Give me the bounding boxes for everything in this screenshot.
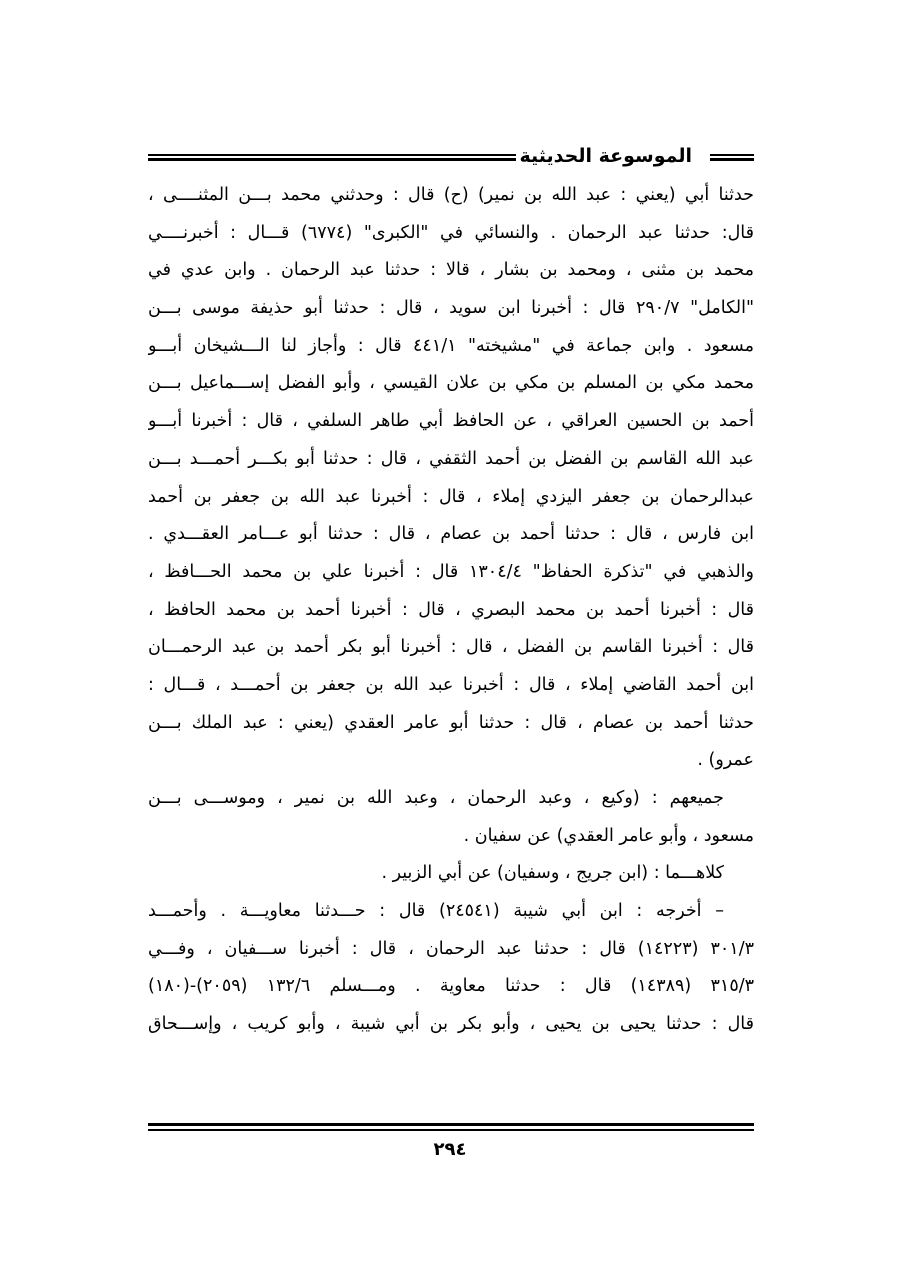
text-line: مسعود . وابن جماعة في "مشيخته" ٤٤١/١ قال : وأجاز لنا الـــشيخان أبـــو: [148, 335, 754, 356]
text-line: ٣٠١/٣ (١٤٢٢٣) قال : حدثنا عبد الرحمان ، قال : أخبرنا ســـفيان ، وفـــي: [148, 938, 754, 959]
text-line: قال : أخبرنا القاسم بن الفضل ، قال : أخبرنا أبو بكر أحمد بن عبد الرحمـــان: [148, 637, 754, 658]
text-line: جميعهم : (وكيع ، وعبد الرحمان ، وعبد الله بن نمير ، وموســـى بـــن: [148, 788, 724, 808]
text-line: قال: حدثنا عبد الرحمان . والنسائي في "الكبرى" (٦٧٧٤) قـــال : أخبرنــــي: [148, 222, 754, 243]
text-line: عمرو) .: [697, 750, 754, 771]
header-rule-right: [710, 154, 754, 161]
text-line: أحمد بن الحسين العراقي ، عن الحافظ أبي طاهر السلفي ، قال : أخبرنا أبـــو: [148, 411, 754, 432]
text-line: "الكامل" ٢٩٠/٧ قال : أخبرنا ابن سويد ، قال : حدثنا أبو حذيفة موسى بـــن: [148, 298, 754, 319]
header-rule-left: [148, 154, 516, 161]
text-line: والذهبي في "تذكرة الحفاظ" ١٣٠٤/٤ قال : أخبرنا علي بن محمد الحـــافظ ،: [148, 561, 754, 582]
text-line: كلاهـــما : (ابن جريج ، وسفيان) عن أبي الزبير .: [381, 863, 724, 884]
text-line: ابن فارس ، قال : حدثنا أحمد بن عصام ، قال : حدثنا أبو عـــامر العقـــدي .: [148, 524, 754, 545]
page-number: ٢٩٤: [433, 1139, 467, 1160]
text-line: عبد الله القاسم بن الفضل بن أحمد الثقفي ، قال : حدثنا أبو بكـــر أحمـــد بـــن: [148, 448, 754, 469]
text-line: محمد بن مثنى ، ومحمد بن بشار ، قالا : حدثنا عبد الرحمان . وابن عدي في: [148, 260, 754, 281]
text-line: حدثنا أبي (يعني : عبد الله بن نمير) (ح) قال : وحدثني محمد بـــن المثنــــى ،: [148, 185, 754, 205]
text-line: حدثنا أحمد بن عصام ، قال : حدثنا أبو عامر العقدي (يعني : عبد الملك بـــن: [148, 712, 754, 733]
page-header: [148, 143, 754, 173]
text-line: عبدالرحمان بن جعفر اليزدي إملاء ، قال : أخبرنا عبد الله بن جعفر بن أحمد: [148, 486, 754, 507]
text-line: مسعود ، وأبو عامر العقدي) عن سفيان .: [463, 825, 754, 846]
text-line: ابن أحمد القاضي إملاء ، قال : أخبرنا عبد الله بن جعفر بن أحمـــد ، قـــال :: [148, 674, 754, 695]
body-text: [148, 177, 754, 1044]
text-line: قال : أخبرنا أحمد بن محمد البصري ، قال : أخبرنا أحمد بن محمد الحافظ ،: [148, 599, 754, 620]
footer-rule: [148, 1123, 754, 1131]
text-line: ٣١٥/٣ (١٤٣٨٩) قال : حدثنا معاوية . ومـــسلم ١٣٢/٦ (٢٠٥٩)-(١٨٠): [148, 976, 754, 997]
text-line: قال : حدثنا يحيى بن يحيى ، وأبو بكر بن أبي شيبة ، وأبو كريب ، وإســـحاق: [148, 1014, 754, 1035]
text-line: محمد مكي بن المسلم بن مكي بن علان القيسي ، وأبو الفضل إســـماعيل بـــن: [148, 373, 754, 394]
text-line: – أخرجه : ابن أبي شيبة (٢٤٥٤١) قال : حـــدثنا معاويـــة . وأحمـــد: [148, 901, 724, 922]
running-title: الموسوعة الحديثية: [510, 143, 703, 169]
